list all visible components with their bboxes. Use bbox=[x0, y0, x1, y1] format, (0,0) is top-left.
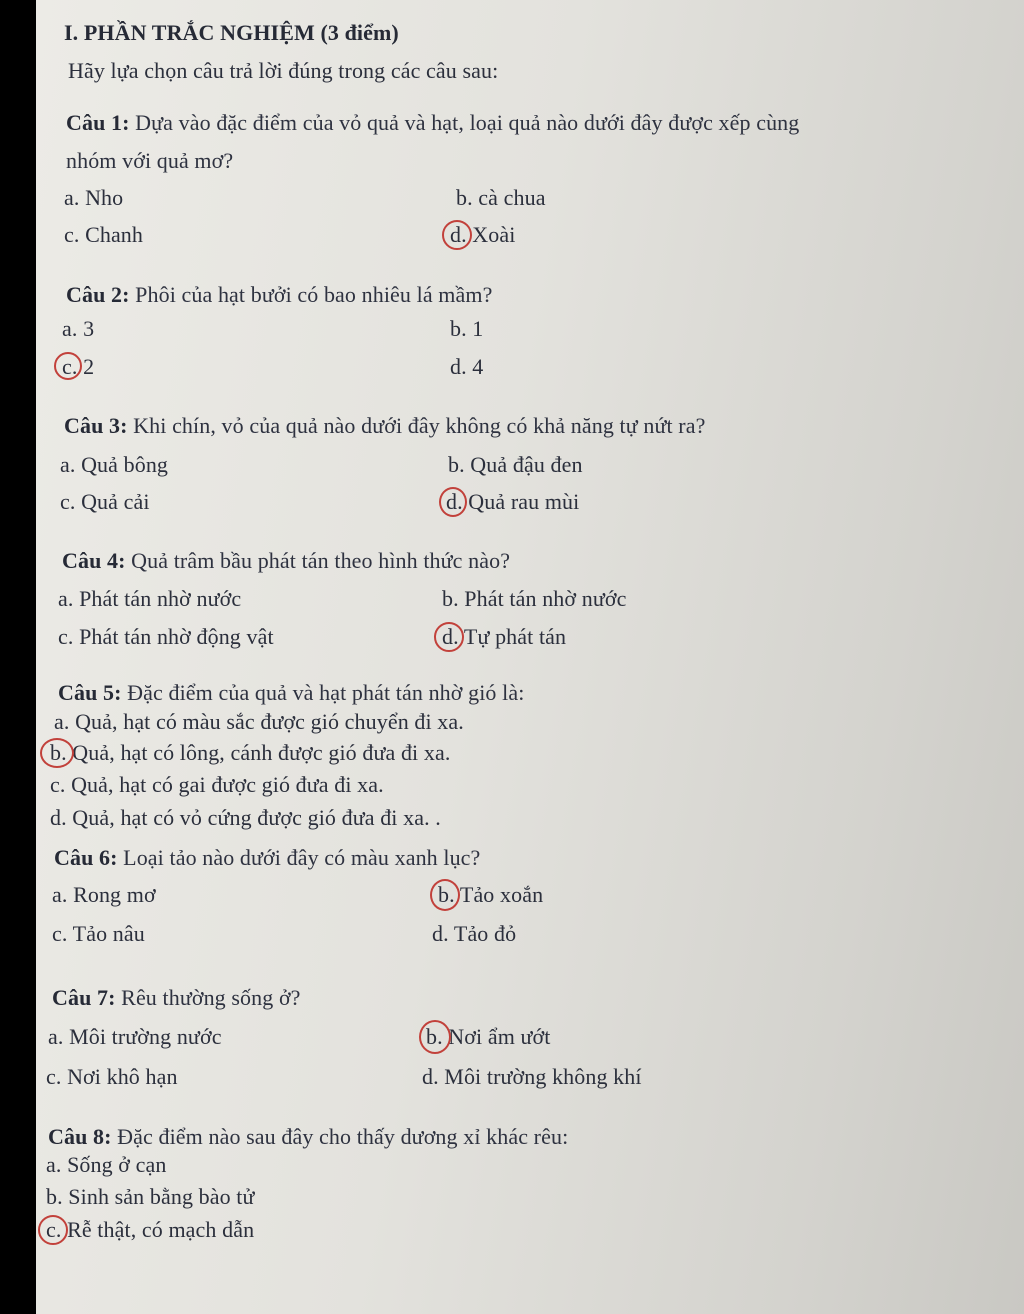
option-2d[interactable]: d. 4 bbox=[450, 354, 484, 379]
answer-circle-2 bbox=[54, 352, 82, 380]
option-8b[interactable]: b. Sinh sản bằng bào tử bbox=[46, 1184, 255, 1209]
question-text: Rêu thường sống ở? bbox=[121, 985, 301, 1010]
question-label: Câu 5: bbox=[58, 680, 122, 705]
question-label: Câu 3: bbox=[64, 413, 128, 438]
option-7c[interactable]: c. Nơi khô hạn bbox=[46, 1064, 178, 1089]
option-3c[interactable]: c. Quả cải bbox=[60, 489, 150, 514]
option-6c[interactable]: c. Tảo nâu bbox=[52, 921, 145, 946]
answer-circle-1 bbox=[442, 220, 472, 250]
option-4a[interactable]: a. Phát tán nhờ nước bbox=[58, 586, 242, 611]
question-text: Đặc điểm nào sau đây cho thấy dương xỉ khác rêu: bbox=[117, 1124, 569, 1149]
question-text: Dựa vào đặc điểm của vỏ quả và hạt, loại quả nào dưới đây được xếp cùng bbox=[135, 110, 800, 135]
option-7a[interactable]: a. Môi trường nước bbox=[48, 1024, 222, 1049]
option-2c[interactable]: c. 2 bbox=[62, 354, 95, 379]
question-label: Câu 6: bbox=[54, 845, 118, 870]
option-2a[interactable]: a. 3 bbox=[62, 316, 95, 341]
question-label: Câu 7: bbox=[52, 985, 116, 1010]
question-label: Câu 8: bbox=[48, 1124, 112, 1149]
option-5d[interactable]: d. Quả, hạt có vỏ cứng được gió đưa đi xa. . bbox=[50, 805, 441, 830]
option-7d[interactable]: d. Môi trường không khí bbox=[422, 1064, 642, 1089]
question-1-line2: nhóm với quả mơ? bbox=[66, 148, 234, 173]
option-4d[interactable]: d. Tự phát tán bbox=[442, 624, 567, 649]
option-5c[interactable]: c. Quả, hạt có gai được gió đưa đi xa. bbox=[50, 772, 384, 797]
question-8 bbox=[48, 1124, 568, 1150]
option-8a[interactable]: a. Sống ở cạn bbox=[46, 1152, 167, 1177]
question-text: Đặc điểm của quả và hạt phát tán nhờ gió là: bbox=[127, 680, 525, 705]
option-1b[interactable]: b. cà chua bbox=[456, 185, 546, 210]
option-6a[interactable]: a. Rong mơ bbox=[52, 882, 156, 907]
question-7 bbox=[52, 985, 301, 1011]
question-6 bbox=[54, 845, 480, 871]
option-5b[interactable]: b. Quả, hạt có lông, cánh được gió đưa đi xa. bbox=[50, 740, 451, 765]
option-2b[interactable]: b. 1 bbox=[450, 316, 484, 341]
option-4b[interactable]: b. Phát tán nhờ nước bbox=[442, 586, 627, 611]
option-3b[interactable]: b. Quả đậu đen bbox=[448, 452, 583, 477]
option-4c[interactable]: c. Phát tán nhờ động vật bbox=[58, 624, 274, 649]
option-7b[interactable]: b. Nơi ẩm ướt bbox=[426, 1024, 551, 1049]
exam-paper bbox=[36, 0, 1024, 1314]
option-1c[interactable]: c. Chanh bbox=[64, 222, 144, 247]
answer-circle-7 bbox=[419, 1020, 451, 1054]
question-3 bbox=[64, 413, 705, 439]
option-8c[interactable]: c. Rễ thật, có mạch dẫn bbox=[46, 1217, 255, 1242]
option-1d[interactable]: d. Xoài bbox=[450, 222, 516, 247]
question-4 bbox=[62, 548, 510, 574]
answer-circle-6 bbox=[430, 879, 460, 911]
answer-circle-3 bbox=[439, 487, 467, 517]
option-6b[interactable]: b. Tảo xoắn bbox=[438, 882, 544, 907]
question-text: Quả trâm bầu phát tán theo hình thức nào? bbox=[131, 548, 511, 573]
option-6d[interactable]: d. Tảo đỏ bbox=[432, 921, 517, 946]
question-5 bbox=[58, 680, 524, 706]
option-3a[interactable]: a. Quả bông bbox=[60, 452, 169, 477]
answer-circle-5 bbox=[40, 738, 74, 768]
question-2 bbox=[66, 282, 492, 308]
option-3d[interactable]: d. Quả rau mùi bbox=[446, 489, 580, 514]
question-label: Câu 4: bbox=[62, 548, 126, 573]
option-5a[interactable]: a. Quả, hạt có màu sắc được gió chuyển đi xa. bbox=[54, 709, 464, 734]
question-label: Câu 1: bbox=[66, 110, 130, 135]
question-text: Loại tảo nào dưới đây có màu xanh lục? bbox=[123, 845, 481, 870]
answer-circle-8 bbox=[38, 1215, 68, 1245]
question-1 bbox=[66, 110, 799, 136]
option-1a[interactable]: a. Nho bbox=[64, 185, 124, 210]
answer-circle-4 bbox=[434, 622, 464, 652]
section-title: I. PHẦN TRẮC NGHIỆM (3 điểm) bbox=[64, 20, 399, 45]
question-label: Câu 2: bbox=[66, 282, 130, 307]
instruction: Hãy lựa chọn câu trả lời đúng trong các câu sau: bbox=[68, 58, 499, 83]
question-text: Phôi của hạt bưởi có bao nhiêu lá mầm? bbox=[135, 282, 493, 307]
question-text: Khi chín, vỏ của quả nào dưới đây không có khả năng tự nứt ra? bbox=[133, 413, 706, 438]
